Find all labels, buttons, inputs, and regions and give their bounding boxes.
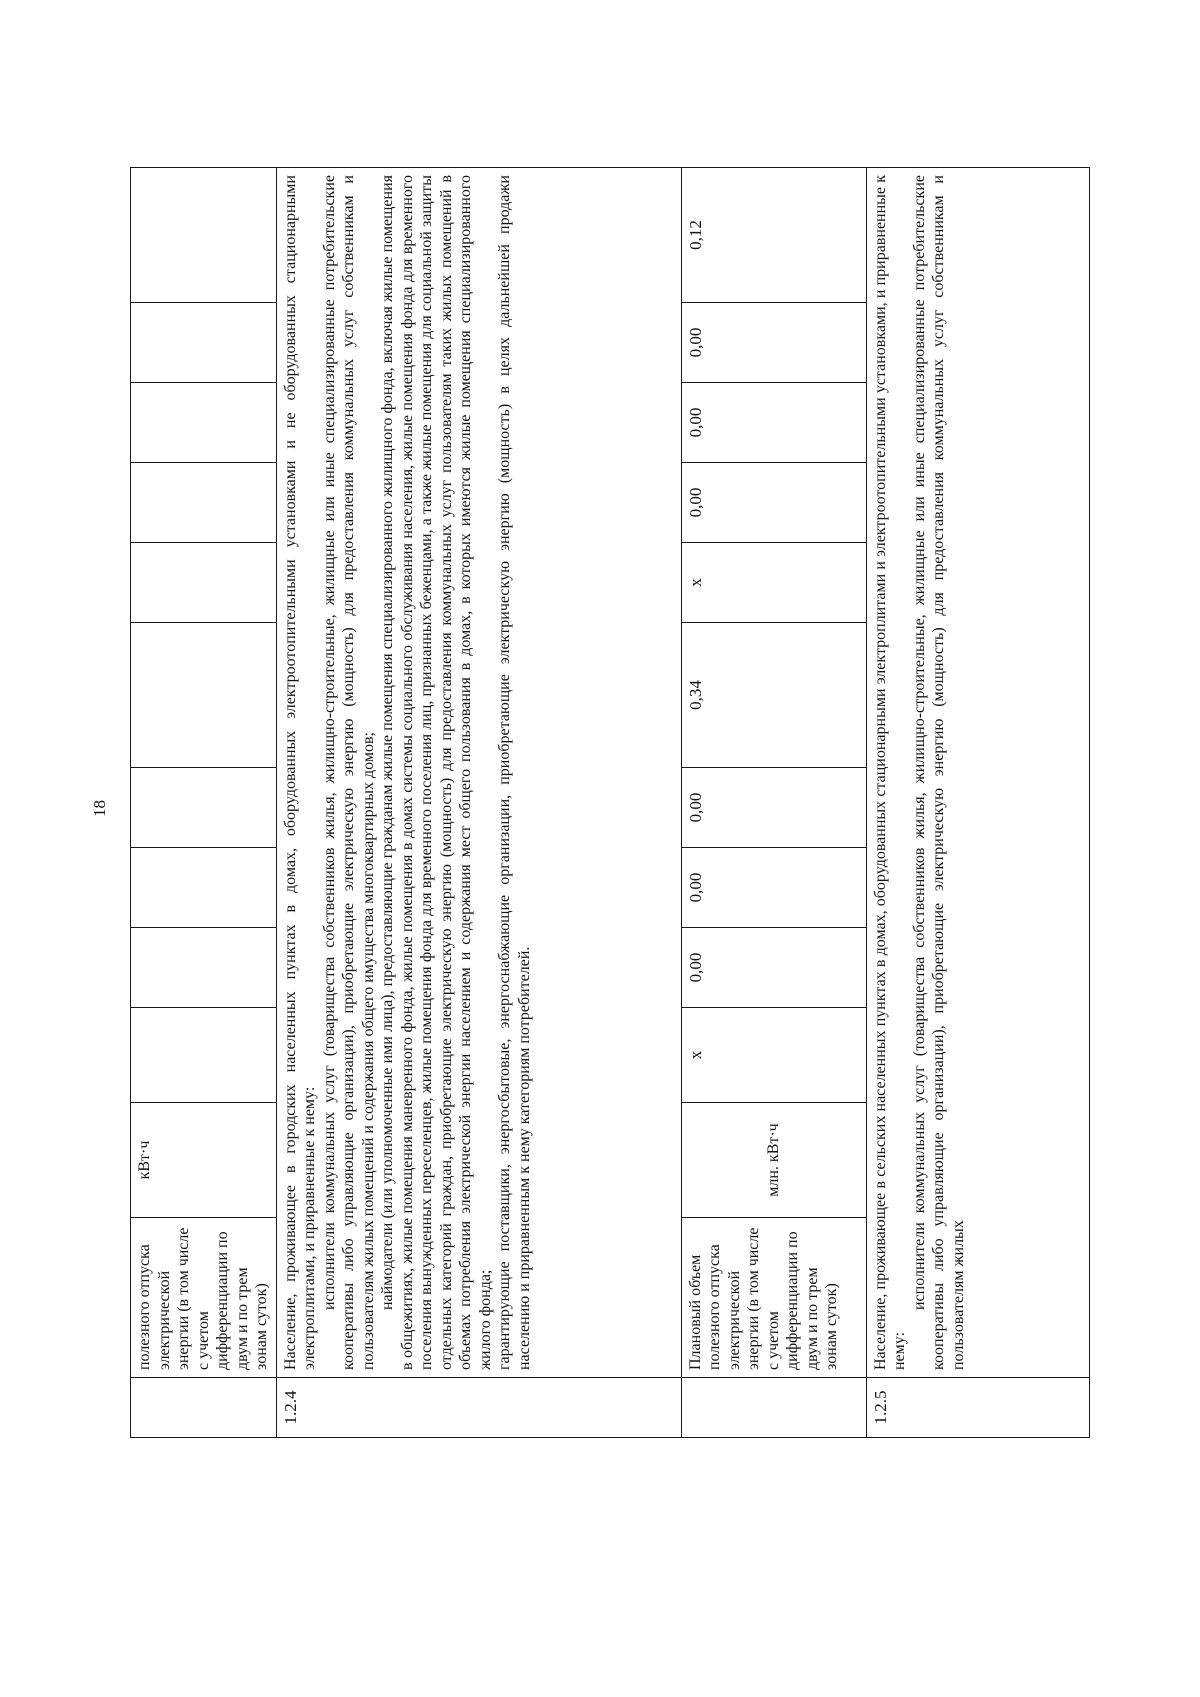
value-cell: x bbox=[681, 543, 866, 623]
row-description bbox=[866, 168, 1089, 1378]
paragraph: исполнители коммунальных услуг (товарищества собственников жилья, жилищно-строительные, жилищные или иные специализированные потребительские кооперативы либо управляющие организации), приобретающие электрическую энергию (мощность) для предоставления коммунальных услуг собственникам и пользователям жилых bbox=[910, 175, 967, 1370]
continuation-row bbox=[131, 168, 277, 1438]
empty-cell bbox=[131, 848, 277, 928]
row-label-cell: Плановый объем полезного отпуска электрической энергии (в том числе с учетом дифференциации по двум и по трем зонам суток) bbox=[681, 1218, 866, 1378]
value-cell: 0,00 bbox=[681, 463, 866, 543]
unit-cell: кВт·ч bbox=[131, 1103, 277, 1218]
value-cell: 0,00 bbox=[681, 768, 866, 848]
value-cell: 0,12 bbox=[681, 168, 866, 303]
row-description bbox=[276, 168, 681, 1378]
unit-cell: млн. кВт·ч bbox=[681, 1103, 866, 1218]
planned-volume-row bbox=[681, 168, 866, 1438]
row-number-cell bbox=[681, 1378, 866, 1438]
row-label-cell: полезного отпуска электрической энергии (в том числе с учетом дифференциации по двум и по трем зонам суток) bbox=[131, 1218, 277, 1378]
row-1-2-4 bbox=[276, 168, 681, 1438]
row-number: 1.2.4 bbox=[276, 1378, 681, 1438]
value-cell: 0,00 bbox=[681, 928, 866, 1008]
empty-cell bbox=[131, 768, 277, 848]
rotated-table-container bbox=[130, 168, 1090, 1438]
value-cell: 0,00 bbox=[681, 303, 866, 383]
value-cell: 0,34 bbox=[681, 623, 866, 768]
empty-cell bbox=[131, 543, 277, 623]
empty-cell bbox=[131, 463, 277, 543]
row-number: 1.2.5 bbox=[866, 1378, 1089, 1438]
empty-cell bbox=[131, 303, 277, 383]
empty-cell bbox=[131, 1008, 277, 1103]
tariff-volume-table bbox=[130, 167, 1090, 1438]
paragraph: исполнители коммунальных услуг (товарищества собственников жилья, жилищно-строительные, жилищные или иные специализированные потребительские кооперативы либо управляющие организации), приобретающие электрическую энергию (мощность) для предоставления коммунальных услуг собственникам и пользователям жилых помещений и содержания общего имущества многоквартирных домов; bbox=[320, 175, 377, 1370]
page-number: 18 bbox=[90, 800, 109, 817]
paragraph: Население, проживающее в городских населенных пунктах в домах, оборудованных электроотопительными установками и не оборудованных стационарными электроплитами, и приравненные к нему: bbox=[281, 175, 319, 1370]
empty-cell bbox=[131, 383, 277, 463]
paragraph: наймодатели (или уполномоченные ими лица), предоставляющие гражданам жилые помещения специализированного жилищного фонда, включая жилые помещения в общежитиях, жилые помещения маневренного фонда, жилые помещения в домах системы социального обслуживания населения, жилые помещения фонда для временного поселения вынужденных переселенцев, жилые помещения фонда для временного поселения лиц, признанных беженцами, а также жилые помещения для социальной защиты отдельных категорий граждан, приобретающие электрическую энергию (мощность) для предоставления коммунальных услуг пользователям таких жилых помещений в объемах потребления электрической энергии населением и содержания мест общего пользования в домах, в которых имеются жилые помещения специализированного жилого фонда; bbox=[379, 175, 494, 1370]
value-cell: 0,00 bbox=[681, 848, 866, 928]
empty-cell bbox=[131, 928, 277, 1008]
value-cell: 0,00 bbox=[681, 383, 866, 463]
row-1-2-5 bbox=[866, 168, 1089, 1438]
empty-cell bbox=[131, 623, 277, 768]
empty-cell bbox=[131, 168, 277, 303]
paragraph: гарантирующие поставщики, энергосбытовые, энергоснабжающие организации, приобретающие электрическую энергию (мощность) в целях дальнейшей продажи населению и приравненным к нему категориям потребителей. bbox=[496, 175, 533, 1370]
row-number-cell bbox=[131, 1378, 277, 1438]
paragraph: Население, проживающее в сельских населенных пунктах в домах, оборудованных стационарными электроплитами и электроотопительными установками, и приравненные к нему: bbox=[871, 175, 909, 1370]
value-cell: x bbox=[681, 1008, 866, 1103]
